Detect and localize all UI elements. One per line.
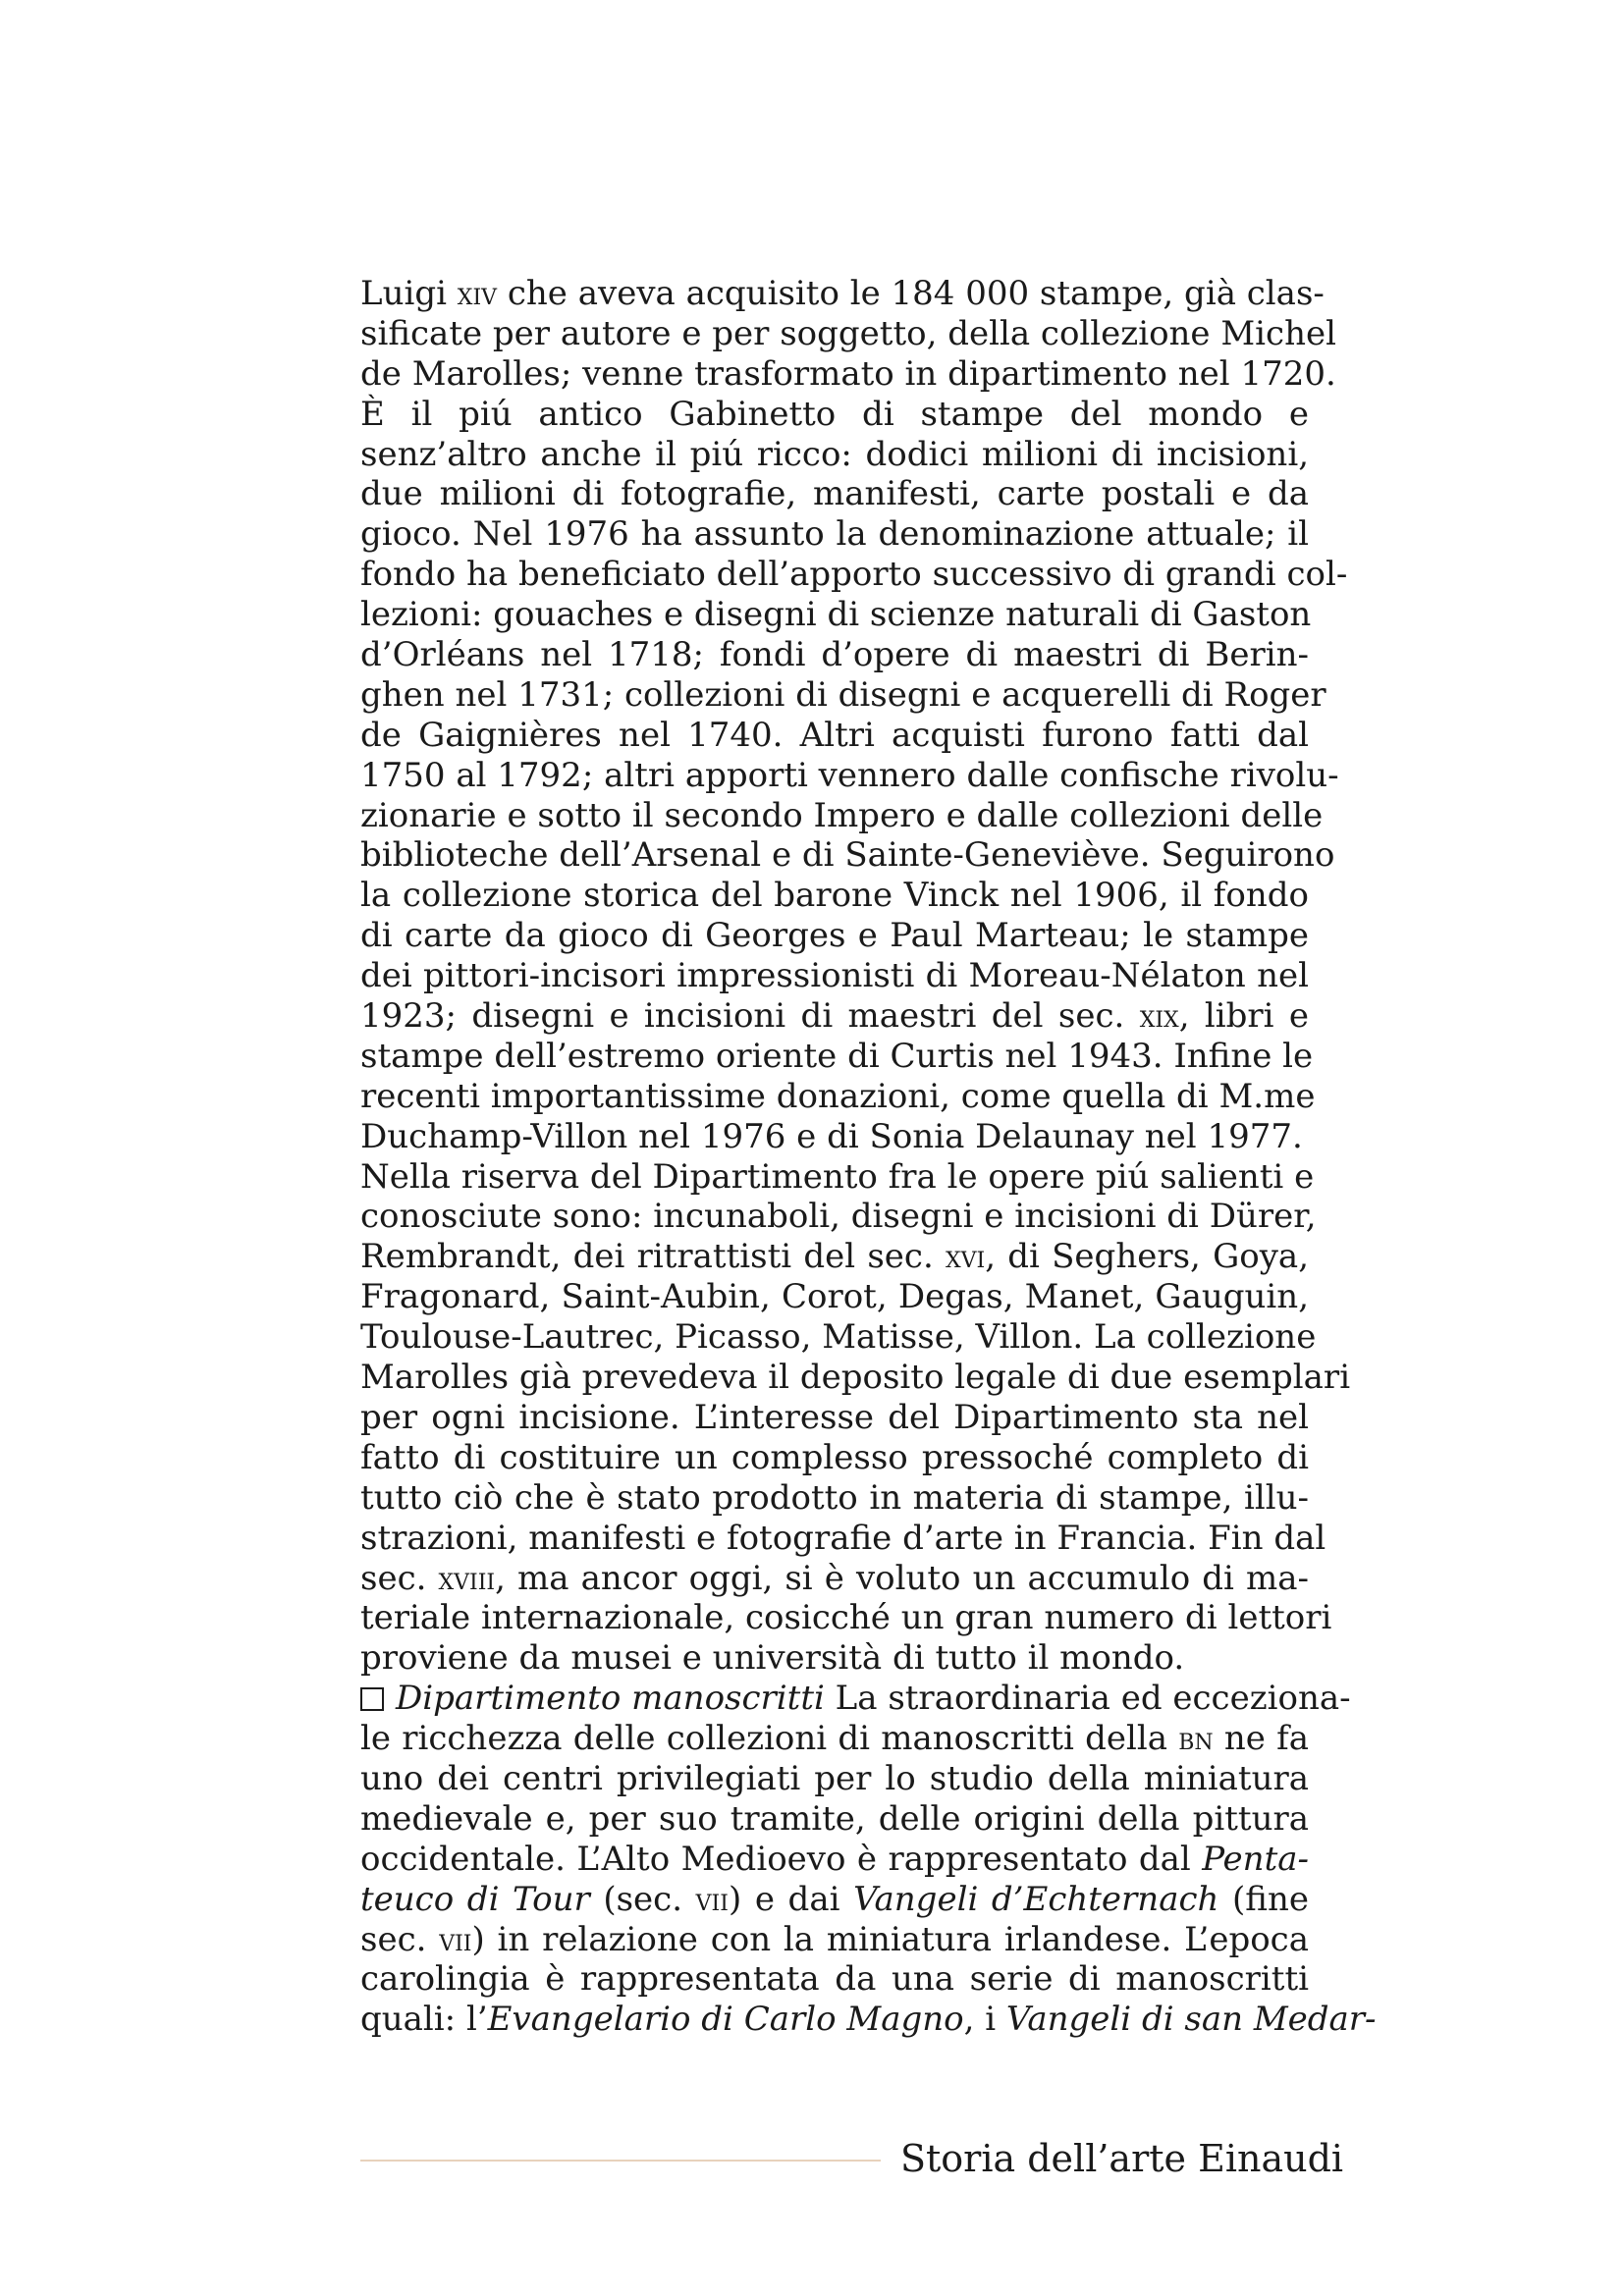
text-line: teuco di Tour (sec. vii) e dai Vangeli d’Echternach (fine [360, 1879, 1309, 1919]
text-line: zionarie e sotto il secondo Impero e dalle collezioni delle [360, 795, 1324, 835]
text-line: la collezione storica del barone Vinck nel 1906, il fondo [360, 876, 1309, 916]
text-line: stampe dell’estremo oriente di Curtis nel 1943. Infine le [360, 1036, 1314, 1076]
text-line: carolingia è rappresentata da una serie di manoscritti [360, 1959, 1309, 2000]
text-line: conosciute sono: incunaboli, disegni e incisioni di Dürer, [360, 1197, 1317, 1237]
text-line: proviene da musei e università di tutto il mondo. [360, 1638, 1185, 1679]
text-line: biblioteche dell’Arsenal e di Sainte-Geneviève. Seguirono [360, 835, 1335, 876]
footer-divider [360, 2160, 881, 2162]
text-line: Dipartimento manoscritti La straordinaria ed eccezionа- [360, 1679, 1309, 1719]
text-line: per ogni incisione. L’interesse del Dipartimento sta nel [360, 1397, 1309, 1437]
text-line: Toulouse-Lautrec, Picasso, Matisse, Villon. La collezione [360, 1317, 1317, 1358]
text-line: uno dei centri privilegiati per lo studio della miniatura [360, 1758, 1309, 1798]
text-line: sec. xviii, ma ancor oggi, si è voluto un accumulo di ma- [360, 1558, 1309, 1598]
text-line: Luigi xiv che aveva acquisito le 184 000 stampe, già clas- [360, 274, 1325, 313]
text-line: 1750 al 1792; altri apporti vennero dalle confische rivolu- [360, 755, 1339, 795]
text-line: fatto di costituire un complesso pressoché completo di [360, 1437, 1309, 1477]
text-line: quali: l’Evangelario di Carlo Magno, i Vangeli di san Medar- [360, 2000, 1377, 2040]
text-line: occidentale. L’Alto Medioevo è rappresentato dal Penta- [360, 1839, 1309, 1879]
text-line: due milioni di fotografie, manifesti, carte postali e da [360, 474, 1309, 514]
text-line: Duchamp-Villon nel 1976 e di Sonia Delaunay nel 1977. [360, 1116, 1303, 1156]
text-line: gioco. Nel 1976 ha assunto la denominazione attuale; il [360, 514, 1309, 555]
body-text [360, 274, 1377, 2040]
text-line: fondo ha beneficiato dell’apporto successivo di grandi col- [360, 555, 1348, 595]
text-line: Fragonard, Saint-Aubin, Corot, Degas, Manet, Gauguin, [360, 1277, 1309, 1317]
text-line: Nella riserva del Dipartimento fra le opere piú salienti e [360, 1156, 1315, 1197]
square-bullet-icon [360, 1687, 384, 1711]
text-line: lezioni: gouaches e disegni di scienze naturali di Gaston [360, 595, 1312, 635]
text-line: ghen nel 1731; collezioni di disegni e acquerelli di Roger [360, 674, 1326, 715]
text-line: di carte da gioco di Georges e Paul Marteau; le stampe [360, 916, 1309, 956]
text-line: tutto ciò che è stato prodotto in materia di stampe, illu- [360, 1477, 1309, 1518]
text-line: d’Orléans nel 1718; fondi d’opere di maestri di Berin- [360, 635, 1309, 675]
text-line: 1923; disegni e incisioni di maestri del sec. xix, libri e [360, 996, 1309, 1037]
text-line: sificate per autore e per soggetto, della collezione Michel [360, 313, 1336, 353]
text-line: teriale internazionale, cosicché un gran numero di lettori [360, 1598, 1332, 1638]
text-line: medievale e, per suo tramite, delle origini della pittura [360, 1798, 1309, 1839]
text-line: senz’altro anche il piú ricco: dodici milioni di incisioni, [360, 434, 1309, 474]
text-line: strazioni, manifesti e fotografie d’arte in Francia. Fin dal [360, 1518, 1326, 1558]
text-line: dei pittori-incisori impressionisti di Moreau-Nélaton nel [360, 956, 1309, 996]
text-line: Rembrandt, dei ritrattisti del sec. xvi, di Seghers, Goya, [360, 1237, 1309, 1277]
footer-title: Storia dell’arte Einaudi [900, 2137, 1344, 2180]
text-line: de Marolles; venne trasformato in dipartimento nel 1720. [360, 353, 1336, 394]
text-line: de Gaignières nel 1740. Altri acquisti furono fatti dal [360, 715, 1309, 755]
text-line: Marolles già prevedeva il deposito legale di due esemplari [360, 1358, 1351, 1398]
text-line: le ricchezza delle collezioni di manoscritti della bn ne fa [360, 1719, 1309, 1759]
text-line: recenti importantissime donazioni, come quella di M.me [360, 1076, 1316, 1116]
text-line: sec. vii) in relazione con la miniatura irlandese. L’epoca [360, 1919, 1309, 1959]
text-line: È il piú antico Gabinetto di stampe del mondo e [360, 394, 1309, 434]
